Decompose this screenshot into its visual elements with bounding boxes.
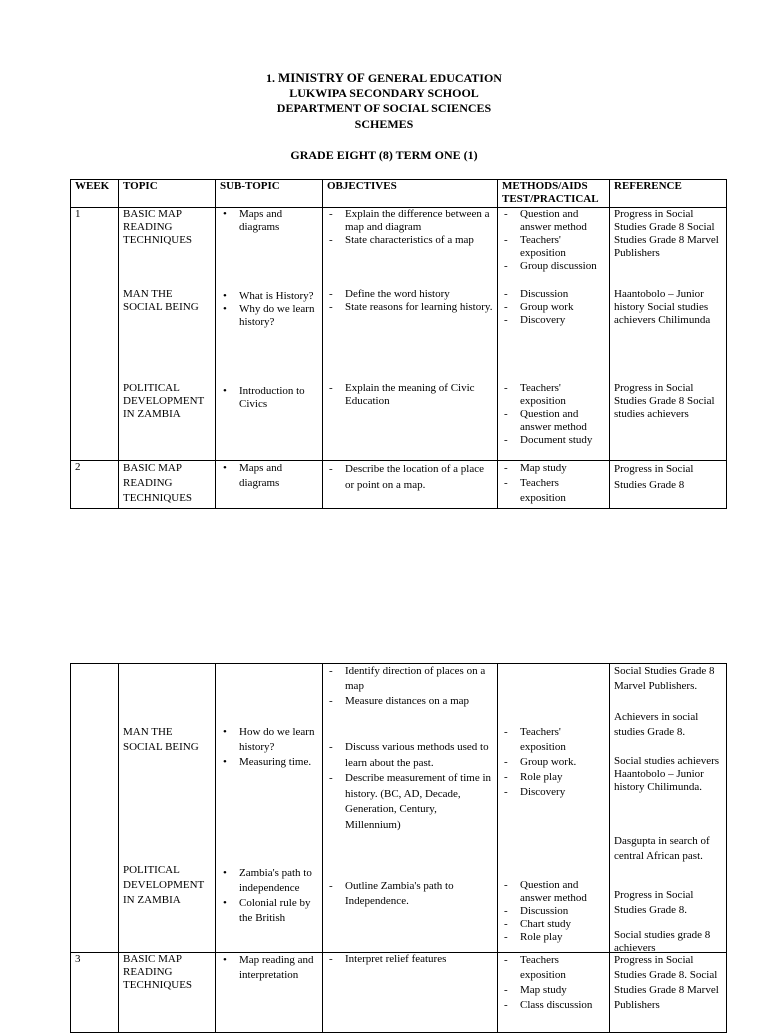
list-item: - Explain the meaning of Civic Education — [327, 382, 493, 408]
col-header-topic: TOPIC — [119, 180, 216, 208]
list-item: - Teachers exposition — [502, 476, 605, 506]
list-item: - Question and answer method — [502, 208, 605, 234]
topic-text: MAN THE SOCIAL BEING — [123, 288, 199, 313]
doc-heading-department: DEPARTMENT OF SOCIAL SCIENCES — [276, 101, 492, 115]
list-item: - Outline Zambia's path to Independence. — [327, 879, 493, 909]
list-item: - Question and answer method — [502, 879, 605, 905]
list-item: - Teachers' exposition — [502, 725, 605, 755]
objectives-cell — [323, 953, 498, 1033]
list-item: - Teachers' exposition — [502, 382, 605, 408]
list-item: - Discussion — [502, 288, 605, 301]
list-item: - State reasons for learning history. — [327, 301, 493, 314]
methods-cell — [498, 953, 610, 1033]
methods-cell — [498, 208, 610, 461]
subtopic-cell — [216, 461, 323, 509]
list-item: - Teachers' exposition — [502, 234, 605, 260]
topic-cell: BASIC MAP READING TECHNIQUES — [119, 461, 216, 509]
reference-cell — [610, 664, 727, 953]
list-item: - Describe measurement of time in history. (BC, AD, Decade, Generation, Century, Millennium) — [327, 771, 493, 833]
reference-cell: Progress in Social Studies Grade 8 — [610, 461, 727, 509]
subtopic-cell — [216, 664, 323, 953]
list-item: • Maps and diagrams — [220, 208, 318, 234]
heading-ministry: MINISTRY OF — [278, 70, 365, 85]
list-item: • Zambia's path to independence — [220, 866, 318, 896]
col-header-subtopic: SUB-TOPIC — [216, 180, 323, 208]
doc-heading-school: LUKWIPA SECONDARY SCHOOL — [289, 86, 479, 100]
list-item: - Teachers exposition — [502, 953, 605, 983]
reference-text: Progress in Social Studies Grade 8 Social studies achievers — [614, 382, 715, 420]
reference-text: Social studies achievers Haantobolo – Junior history Chilimunda. — [614, 755, 720, 793]
list-item: - Interpret relief features — [327, 953, 493, 966]
list-item: • Colonial rule by the British — [220, 896, 318, 926]
heading-number: 1. — [266, 71, 276, 85]
scheme-table-page1 — [70, 179, 727, 509]
list-item: - Question and answer method — [502, 408, 605, 434]
list-item: • Introduction to Civics — [220, 385, 318, 411]
objectives-cell — [323, 664, 498, 953]
list-item: - Group work. — [502, 755, 605, 770]
list-item: - State characteristics of a map — [327, 234, 493, 247]
list-item: - Discuss various methods used to learn about the past. — [327, 740, 493, 771]
list-item: - Chart study — [502, 918, 605, 931]
week-cell — [71, 664, 119, 953]
list-item: • What is History? — [220, 290, 318, 303]
heading-ministry-rest: GENERAL EDUCATION — [367, 71, 502, 85]
reference-text: Progress in Social Studies Grade 8. — [614, 889, 694, 916]
list-item: • Map reading and interpretation — [220, 953, 318, 983]
topic-cell: BASIC MAP READING TECHNIQUES — [119, 953, 216, 1033]
reference-text: Achievers in social studies Grade 8. — [614, 711, 699, 738]
col-header-week: WEEK — [71, 180, 119, 208]
table-row-week2-continued — [71, 664, 727, 953]
topic-cell — [119, 664, 216, 953]
list-item: - Class discussion — [502, 998, 605, 1013]
reference-text: Progress in Social Studies Grade 8 Social Studies Grade 8 Marvel Publishers — [614, 208, 719, 259]
subtopic-cell — [216, 208, 323, 461]
col-header-methods: METHODS/AIDS TEST/PRACTICAL — [498, 180, 610, 208]
list-item: - Define the word history — [327, 288, 493, 301]
list-item: - Discovery — [502, 785, 605, 800]
list-item: - Discussion — [502, 905, 605, 918]
topic-text: POLITICAL DEVELOPMENT IN ZAMBIA — [123, 382, 205, 420]
week-cell: 1 — [71, 208, 119, 461]
list-item: • How do we learn history? — [220, 725, 318, 755]
list-item: - Measure distances on a map — [327, 694, 493, 709]
list-item: - Group discussion — [502, 260, 605, 273]
list-item: - Describe the location of a place or point on a map. — [327, 461, 493, 493]
col-header-objectives: OBJECTIVES — [323, 180, 498, 208]
reference-text: Social studies grade 8 achievers — [614, 929, 711, 954]
methods-cell — [498, 664, 610, 953]
list-item: - Discovery — [502, 314, 605, 327]
methods-cell — [498, 461, 610, 509]
list-item: • Maps and diagrams — [220, 461, 318, 491]
topic-text: BASIC MAP READING TECHNIQUES — [123, 208, 193, 246]
doc-heading-grade-term: GRADE EIGHT (8) TERM ONE (1) — [290, 148, 478, 162]
topic-text: POLITICAL DEVELOPMENT IN ZAMBIA — [123, 864, 205, 906]
table-row-week2 — [71, 461, 727, 509]
table-row-week1 — [71, 208, 727, 461]
reference-cell: Progress in Social Studies Grade 8. Social Studies Grade 8 Marvel Publishers — [610, 953, 727, 1033]
table-header-row — [71, 180, 727, 208]
list-item: - Explain the difference between a map and diagram — [327, 208, 493, 234]
list-item: - Group work — [502, 301, 605, 314]
list-item: - Document study — [502, 434, 605, 447]
reference-text: Haantobolo – Junior history Social studies achievers Chilimunda — [614, 288, 711, 326]
topic-text: MAN THE SOCIAL BEING — [123, 726, 199, 753]
reference-text: Social Studies Grade 8 Marvel Publishers. — [614, 665, 715, 692]
list-item: - Identify direction of places on a map — [327, 664, 493, 694]
week-cell: 2 — [71, 461, 119, 509]
subtopic-cell — [216, 953, 323, 1033]
topic-cell — [119, 208, 216, 461]
list-item: - Role play — [502, 931, 605, 944]
week-cell: 3 — [71, 953, 119, 1033]
table-row-week3 — [71, 953, 727, 1033]
list-item: - Role play — [502, 770, 605, 785]
doc-heading-title: SCHEMES — [354, 117, 414, 131]
list-item: - Map study — [502, 461, 605, 476]
col-header-reference: REFERENCE — [610, 180, 727, 208]
list-item: • Measuring time. — [220, 755, 318, 770]
list-item: - Map study — [502, 983, 605, 998]
objectives-cell — [323, 461, 498, 509]
objectives-cell — [323, 208, 498, 461]
reference-text: Dasgupta in search of central African past. — [614, 835, 710, 862]
list-item: • Why do we learn history? — [220, 303, 318, 329]
scheme-table-page2 — [70, 663, 727, 1033]
doc-heading-ministry — [0, 70, 768, 86]
reference-cell — [610, 208, 727, 461]
